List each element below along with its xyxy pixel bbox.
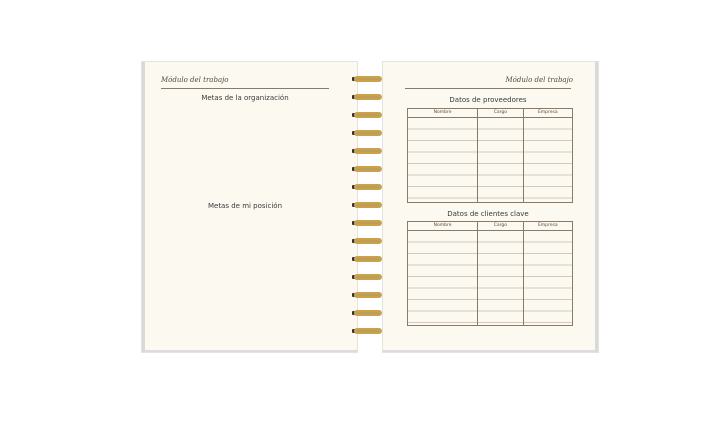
spiral-ring	[352, 110, 386, 120]
right-page	[383, 62, 598, 352]
position-column	[478, 118, 523, 202]
clients-table	[407, 221, 573, 326]
position-goals-heading: Metas de mi posición	[207, 202, 283, 210]
suppliers-table	[407, 108, 573, 203]
spiral-ring	[352, 236, 386, 246]
spiral-notebook	[140, 62, 598, 350]
ring-wire	[354, 112, 382, 118]
ring-wire	[354, 238, 382, 244]
ring-wire	[354, 130, 382, 136]
spiral-ring	[352, 200, 386, 210]
column-header-company: Empresa	[537, 110, 558, 115]
ring-wire	[354, 94, 382, 100]
spiral-ring	[352, 164, 386, 174]
left-page	[142, 62, 357, 352]
column-header-name: Nombre	[408, 222, 478, 230]
ring-wire	[354, 148, 382, 154]
spiral-ring	[352, 92, 386, 102]
ring-wire	[354, 274, 382, 280]
spiral-ring	[352, 128, 386, 138]
spiral-ring	[352, 272, 386, 282]
clients-table-header	[408, 222, 572, 231]
ring-wire	[354, 220, 382, 226]
column-header-position: Cargo	[478, 109, 523, 117]
spiral-ring	[352, 182, 386, 192]
header-divider	[405, 88, 571, 89]
ring-wire	[354, 202, 382, 208]
spiral-ring	[352, 308, 386, 318]
ring-wire	[354, 256, 382, 262]
company-column	[524, 118, 572, 202]
organization-goals-heading: Metas de la organización	[201, 94, 289, 102]
column-header-name: Nombre	[408, 109, 478, 117]
spiral-ring	[352, 74, 386, 84]
left-page-header: Módulo del trabajo	[161, 76, 229, 84]
ring-wire	[354, 310, 382, 316]
column-header-company: Empresa	[537, 223, 558, 228]
spiral-ring	[352, 218, 386, 228]
company-column	[524, 231, 572, 325]
name-column	[408, 118, 478, 202]
spiral-binding	[352, 74, 386, 344]
right-page-header: Módulo del trabajo	[505, 76, 573, 84]
ring-wire	[354, 184, 382, 190]
name-column	[408, 231, 478, 325]
spiral-ring	[352, 146, 386, 156]
suppliers-table-header	[408, 109, 572, 118]
suppliers-table-body	[408, 118, 572, 202]
clients-title: Datos de clientes clave	[447, 210, 529, 218]
position-column	[478, 231, 523, 325]
clients-table-body	[408, 231, 572, 325]
spiral-ring	[352, 290, 386, 300]
ring-wire	[354, 76, 382, 82]
header-divider	[161, 88, 329, 89]
ring-wire	[354, 328, 382, 334]
column-header-position: Cargo	[478, 222, 523, 230]
spiral-ring	[352, 326, 386, 336]
ring-wire	[354, 292, 382, 298]
suppliers-title: Datos de proveedores	[449, 96, 527, 104]
spiral-ring	[352, 254, 386, 264]
ring-wire	[354, 166, 382, 172]
